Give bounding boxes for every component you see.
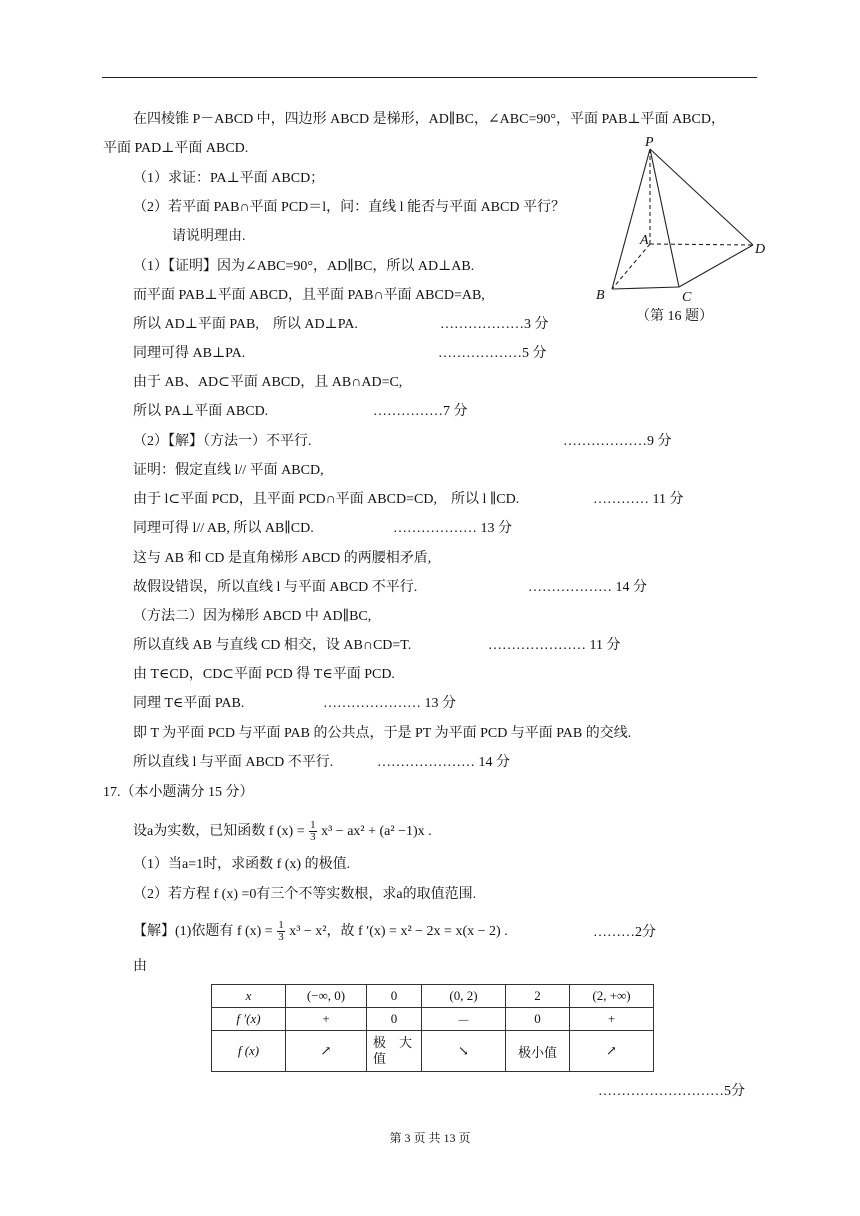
edge-PB — [612, 149, 650, 289]
solution-line-10: 同理可得 l// AB, 所以 AB∥CD. — [133, 521, 314, 536]
solution-line-1: （1）【证明】因为∠ABC=90°，AD∥BC，所以 AD⊥AB. — [133, 259, 475, 274]
table-cell: + — [570, 1008, 654, 1031]
score-5-final: ………………………5分 — [598, 1084, 745, 1099]
fraction-numerator: 1 — [310, 819, 316, 832]
problem17-title: 17.（本小题满分 15 分） — [103, 785, 254, 800]
table-cell: ↘ — [422, 1031, 506, 1072]
label-D: D — [755, 242, 766, 257]
table-cell: (2, +∞) — [570, 985, 654, 1008]
solution-line-6: 所以 PA⊥平面 ABCD. — [133, 404, 269, 419]
fraction — [309, 820, 317, 843]
solution-line-2: 而平面 PAB⊥平面 ABCD，且平面 PAB∩平面 ABCD=AB, — [133, 288, 485, 303]
solution-fraction-numerator: 1 — [278, 919, 284, 932]
solution-pre: 【解】(1)依题有 f (x) = — [133, 924, 273, 939]
table-cell: 0 — [367, 985, 422, 1008]
label-A: A — [640, 233, 649, 248]
table-cell: － — [422, 1008, 506, 1031]
solution-line-13: （方法二）因为梯形 ABCD 中 AD∥BC, — [133, 609, 372, 624]
solution-line-3: 所以 AD⊥平面 PAB, 所以 AD⊥PA. — [133, 317, 358, 332]
table-cell: + — [286, 1008, 367, 1031]
table-cell: (−∞, 0) — [286, 985, 367, 1008]
score-11a: ………… 11 分 — [593, 492, 684, 507]
table-cell: ↗ — [286, 1031, 367, 1072]
edge-AD-hidden — [650, 244, 753, 245]
solution-line-14: 所以直线 AB 与直线 CD 相交，设 AB∩CD=T. — [133, 638, 412, 653]
table-row — [212, 985, 654, 1008]
header-rule — [102, 77, 757, 78]
table-cell: f (x) — [212, 1031, 286, 1072]
problem17-stem — [133, 820, 432, 844]
fraction-denominator: 3 — [310, 831, 316, 844]
edge-CD — [679, 245, 753, 287]
problem17-stem-pre: 设a为实数，已知函数 f (x) = — [133, 824, 305, 839]
solution-fraction-denominator: 3 — [278, 931, 284, 944]
solution-line-11: 这与 AB 和 CD 是直角梯形 ABCD 的两腰相矛盾, — [133, 551, 432, 566]
problem17-question2: （2）若方程 f (x) =0有三个不等实数根，求a的取值范围. — [133, 887, 477, 902]
pyramid-figure — [590, 132, 770, 312]
edge-PD — [650, 149, 753, 245]
table-cell: ↗ — [570, 1031, 654, 1072]
label-C: C — [682, 290, 692, 305]
score-2: ………2分 — [593, 925, 656, 940]
score-13b: ………………… 13 分 — [323, 696, 456, 711]
sign-table — [211, 984, 654, 1072]
score-3: ………………3 分 — [440, 317, 549, 332]
table-cell: (0, 2) — [422, 985, 506, 1008]
solution-fraction — [277, 920, 285, 943]
solution-line-15: 由 T∈CD，CD⊂平面 PCD 得 T∈平面 PCD. — [133, 667, 395, 682]
solution-line-4: 同理可得 AB⊥PA. — [133, 346, 246, 361]
solution-line-5: 由于 AB、AD⊂平面 ABCD，且 AB∩AD=C, — [133, 375, 403, 390]
table-cell: f ′(x) — [212, 1008, 286, 1031]
label-P: P — [645, 135, 654, 150]
table-cell: 极小值 — [506, 1031, 570, 1072]
table-cell: 2 — [506, 985, 570, 1008]
solution-mid: x³ − x²，故 f ′(x) = x² − 2x = x(x − 2) . — [289, 924, 508, 939]
score-11b: ………………… 11 分 — [488, 638, 621, 653]
solution-line-7: （2）【解】（方法一）不平行. — [133, 434, 312, 449]
table-row — [212, 1031, 654, 1072]
edge-BC — [612, 287, 679, 289]
solution-line-9: 由于 l⊂平面 PCD，且平面 PCD∩平面 ABCD=CD, 所以 l ∥CD. — [133, 492, 520, 507]
solution-line-12: 故假设错误，所以直线 l 与平面 ABCD 不平行. — [133, 580, 418, 595]
solution-line-8: 证明：假定直线 l// 平面 ABCD, — [133, 463, 324, 478]
score-7: ……………7 分 — [373, 404, 468, 419]
problem17-solution-line — [133, 920, 508, 944]
label-B: B — [596, 288, 605, 303]
score-5: ………………5 分 — [438, 346, 547, 361]
score-14b: ………………… 14 分 — [377, 755, 510, 770]
table-cell: 0 — [506, 1008, 570, 1031]
solution-line-16: 同理 T∈平面 PAB. — [133, 696, 245, 711]
table-cell: 极 大值 — [367, 1031, 422, 1072]
table-cell: 0 — [367, 1008, 422, 1031]
problem17-stem-post: x³ − ax² + (a² −1)x . — [321, 824, 432, 839]
problem16-question2-cont: 请说明理由. — [172, 229, 246, 244]
pyramid-diagram — [590, 132, 770, 307]
problem17-question1: （1）当a=1时，求函数 f (x) 的极值. — [133, 857, 351, 872]
score-9: ………………9 分 — [563, 434, 672, 449]
table-cell: x — [212, 985, 286, 1008]
problem16-question2: （2）若平面 PAB∩平面 PCD＝l，问：直线 l 能否与平面 ABCD 平行？ — [133, 200, 565, 215]
solution-line-17: 即 T 为平面 PCD 与平面 PAB 的公共点，于是 PT 为平面 PCD 与平面 PAB 的交线. — [133, 726, 632, 741]
figure-caption: （第 16 题） — [636, 309, 713, 324]
edge-PC — [650, 149, 679, 287]
problem16-stem-line2: 平面 PAD⊥平面 ABCD. — [103, 141, 249, 156]
problem16-stem-line1: 在四棱锥 P－ABCD 中，四边形 ABCD 是梯形，AD∥BC，∠ABC=90°，平面 PAB⊥平面 ABCD， — [133, 112, 725, 127]
problem16-question1: （1）求证：PA⊥平面 ABCD； — [133, 171, 325, 186]
score-14a: ……………… 14 分 — [528, 580, 647, 595]
table-row — [212, 1008, 654, 1031]
page-footer: 第 3 页 共 13 页 — [389, 1131, 471, 1145]
you-word: 由 — [133, 959, 147, 974]
solution-line-18: 所以直线 l 与平面 ABCD 不平行. — [133, 755, 334, 770]
score-13a: ……………… 13 分 — [393, 521, 512, 536]
